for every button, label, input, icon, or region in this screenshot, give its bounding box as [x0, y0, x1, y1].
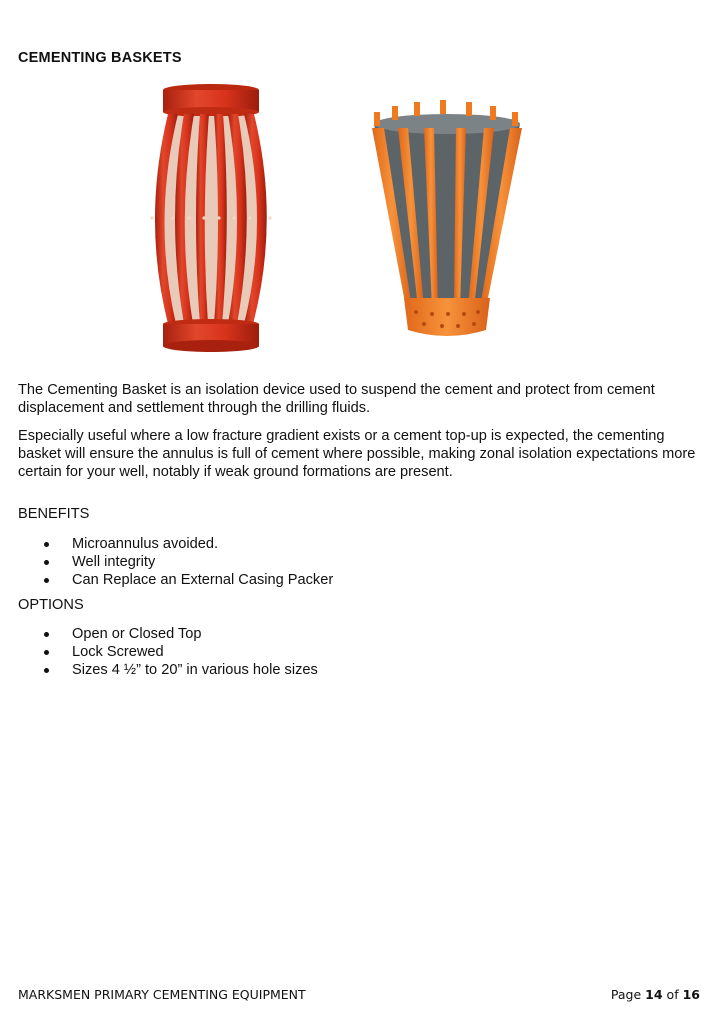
- list-item: Microannulus avoided.: [44, 535, 333, 553]
- bullet-icon: [44, 668, 49, 673]
- list-item: Can Replace an External Casing Packer: [44, 571, 333, 589]
- bullet-icon: [44, 632, 49, 637]
- orange-cementing-basket-image: [362, 98, 532, 346]
- benefits-list: [44, 535, 333, 589]
- page-title: CEMENTING BASKETS: [18, 50, 182, 66]
- bullet-icon: [44, 578, 49, 583]
- intro-paragraph: The Cementing Basket is an isolation device used to suspend the cement and protect from cement displacement and settlement through the drilling fluids.: [18, 382, 655, 416]
- benefits-heading: BENEFITS: [18, 506, 90, 522]
- options-list: [44, 625, 318, 679]
- list-item: Lock Screwed: [44, 643, 318, 661]
- list-item: Well integrity: [44, 553, 333, 571]
- usage-paragraph: Especially useful where a low fracture gradient exists or a cement top-up is expected, the cementing basket will ensure the annulus is full of cement where possible, making zonal isolation expectations more certain for your well, notably if weak ground formations are present.: [18, 428, 696, 480]
- bullet-icon: [44, 542, 49, 547]
- bullet-icon: [44, 650, 49, 655]
- footer-page-number: Page 14 of 16: [610, 987, 700, 1002]
- list-item: Sizes 4 ½” to 20” in various hole sizes: [44, 661, 318, 679]
- footer-document-title: MARKSMEN PRIMARY CEMENTING EQUIPMENT: [18, 987, 306, 1002]
- list-item: Open or Closed Top: [44, 625, 318, 643]
- bullet-icon: [44, 560, 49, 565]
- red-cementing-basket-image: [140, 82, 282, 358]
- options-heading: OPTIONS: [18, 597, 84, 613]
